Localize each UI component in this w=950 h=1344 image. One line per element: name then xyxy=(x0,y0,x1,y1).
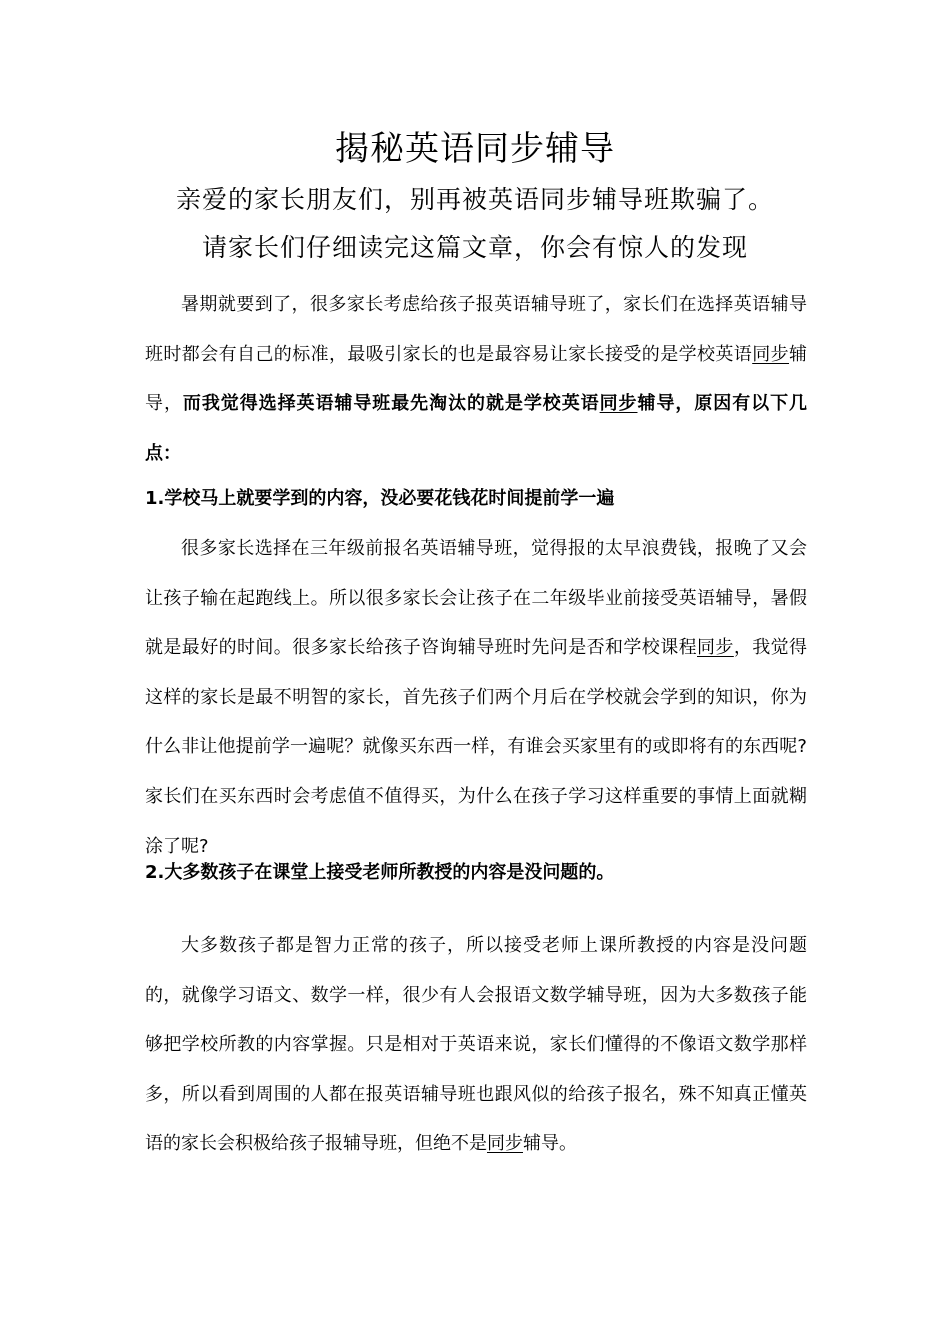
emphasis-text: 辅导，原因有以下几点： xyxy=(145,393,808,464)
paragraph-section-2 xyxy=(145,921,807,1169)
paragraph-text: ，我觉得这样的家长是最不明智的家长，首先孩子们两个月后在学校就会学到的知识，你为什么非让他提前学一遍呢？就像买东西一样，有谁会买家里有的或即将有的东西呢?家长们在买东西时会考虑值不值得买，为什么在孩子学习这样重要的事情上面就糊涂了呢? xyxy=(145,637,808,857)
paragraph-text: 很多家长选择在三年级前报名英语辅导班，觉得报的太早浪费钱，报晚了又会让孩子输在起跑线上。所以很多家长会让孩子在二年级毕业前接受英语辅导，暑假就是最好的时间。很多家长给孩子咨询辅导班时先问是否和学校课程 xyxy=(145,538,807,659)
document-title: 揭秘英语同步辅导 xyxy=(335,129,615,169)
paragraph-text: 辅导， xyxy=(145,343,808,415)
underlined-term: 同步 xyxy=(752,343,790,365)
emphasis-text: 而我觉得选择英语辅导班最先淘汰的就是学校英语 xyxy=(182,393,600,415)
paragraph-section-1 xyxy=(145,524,807,871)
paragraph-intro xyxy=(145,280,807,478)
section-heading-2: 2.大多数孩子在课堂上接受老师所教授的内容是没问题的。 xyxy=(145,862,615,883)
paragraph-text: 辅导。 xyxy=(523,1133,577,1155)
underlined-term: 同步 xyxy=(599,393,638,415)
document-subtitle-2: 请家长们仔细读完这篇文章，你会有惊人的发现 xyxy=(201,233,748,262)
section-heading-1: 1.学校马上就要学到的内容，没必要花钱花时间提前学一遍 xyxy=(145,488,615,509)
paragraph-text: 暑期就要到了，很多家长考虑给孩子报英语辅导班了，家长们在选择英语辅导班时都会有自己的标准，最吸引家长的也是最容易让家长接受的是学校英语 xyxy=(145,294,807,365)
underlined-term: 同步 xyxy=(487,1133,523,1155)
underlined-term: 同步 xyxy=(697,637,734,659)
document-subtitle-1: 亲爱的家长朋友们，别再被英语同步辅导班欺骗了。 xyxy=(175,185,774,214)
paragraph-text: 大多数孩子都是智力正常的孩子，所以接受老师上课所教授的内容是没问题的，就像学习语文、数学一样，很少有人会报语文数学辅导班，因为大多数孩子能够把学校所教的内容掌握。只是相对于英语来说，家长们懂得的不像语文数学那样多，所以看到周围的人都在报英语辅导班也跟风似的给孩子报名，殊不知真正懂英语的家长会积极给孩子报辅导班，但绝不是 xyxy=(145,935,807,1155)
